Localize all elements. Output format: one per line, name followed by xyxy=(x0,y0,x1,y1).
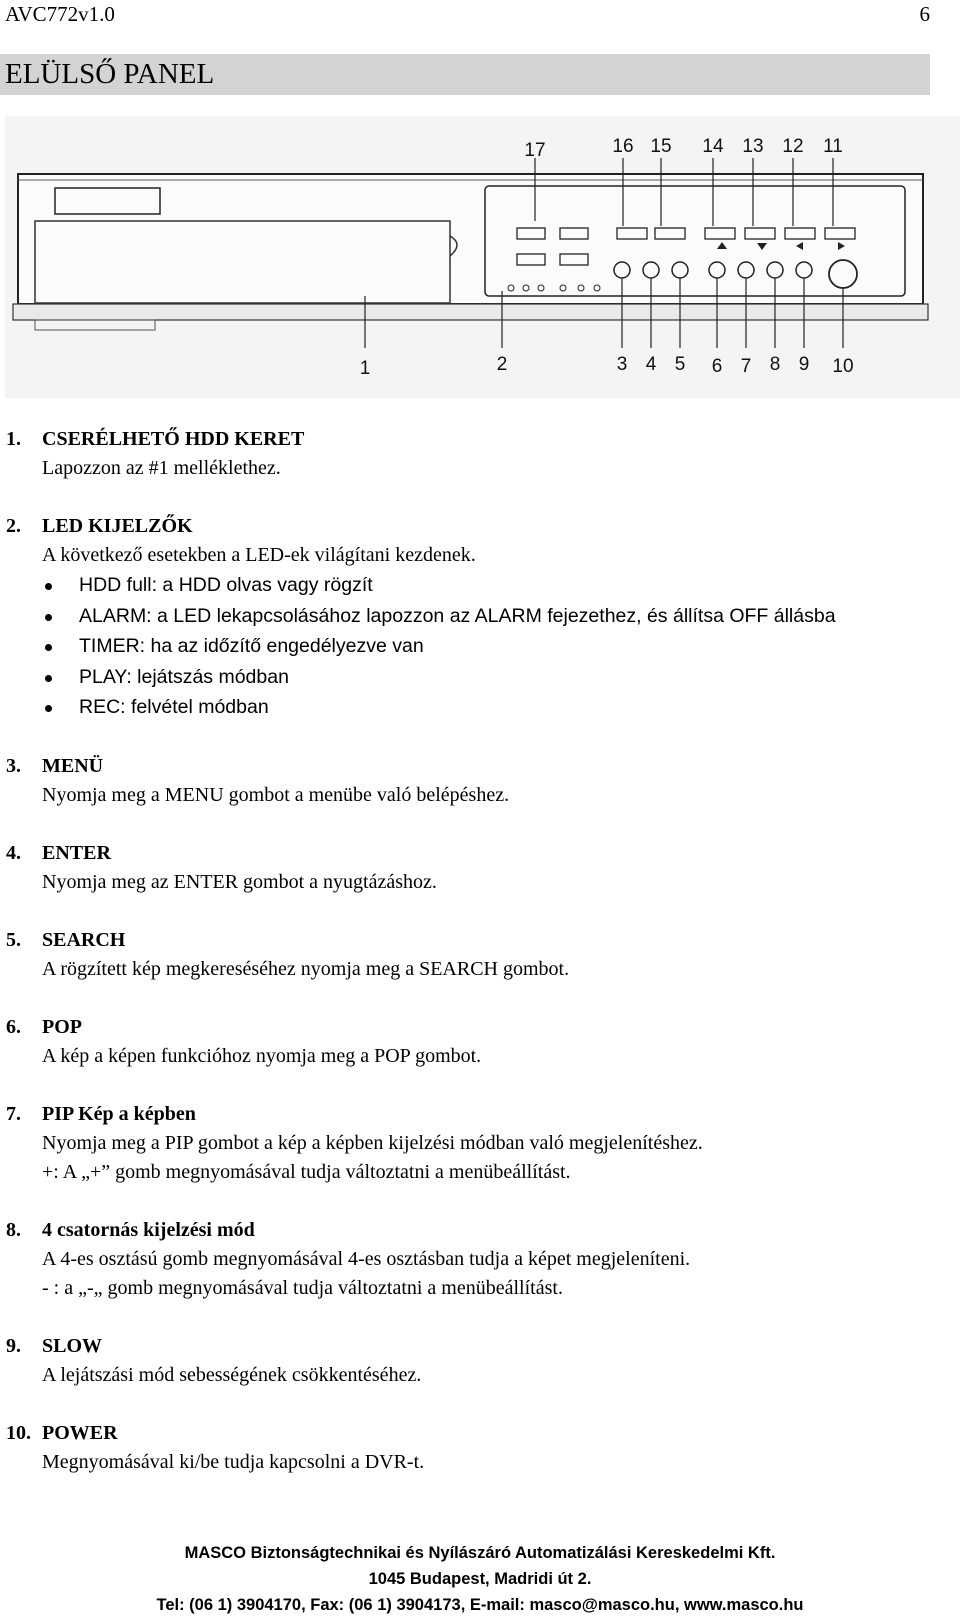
callout-3: 3 xyxy=(616,354,628,375)
section-title-bar xyxy=(0,54,930,95)
item-power xyxy=(0,1419,955,1477)
bullet-icon xyxy=(45,583,52,590)
document-id: AVC772v1.0 xyxy=(5,2,115,26)
item-heading: POWER xyxy=(42,1421,118,1444)
page-number: 6 xyxy=(919,2,930,26)
item-text: A kép a képen funkcióhoz nyomja meg a POP gombot. xyxy=(42,1044,482,1067)
item-text: +: A „+” gomb megnyomásával tudja változtatni a menübeállítást. xyxy=(42,1160,571,1183)
list-item xyxy=(0,692,955,723)
item-text: Nyomja meg a MENU gombot a menübe való belépéshez. xyxy=(42,783,510,806)
bullet-icon xyxy=(45,614,52,621)
item-text: A 4-es osztású gomb megnyomásával 4-es osztásban tudja a képet megjeleníteni. xyxy=(42,1247,691,1270)
item-text: Nyomja meg az ENTER gombot a nyugtázáshoz. xyxy=(42,870,437,893)
callout-12: 12 xyxy=(782,136,804,157)
item-heading: SLOW xyxy=(42,1334,103,1357)
item-number: 7. xyxy=(6,1102,21,1125)
item-heading: LED KIJELZŐK xyxy=(42,515,193,537)
bullet-icon xyxy=(45,705,52,712)
callout-2: 2 xyxy=(496,354,508,375)
item-text: Nyomja meg a PIP gombot a kép a képben kijelzési módban való megjelenítéshez. xyxy=(42,1131,703,1154)
dvr-base xyxy=(13,304,928,320)
led-bullet-list xyxy=(0,570,955,723)
item-heading: POP xyxy=(42,1015,82,1038)
callout-13: 13 xyxy=(742,136,764,157)
callout-16: 16 xyxy=(612,136,634,157)
callout-7: 7 xyxy=(740,356,752,377)
list-item xyxy=(0,570,955,601)
bullet-text: REC: felvétel módban xyxy=(79,696,269,718)
callout-11: 11 xyxy=(823,136,843,157)
callout-1: 1 xyxy=(359,358,371,379)
item-number: 8. xyxy=(6,1218,21,1241)
item-heading: ENTER xyxy=(42,841,111,864)
item-number: 9. xyxy=(6,1334,21,1357)
callout-9: 9 xyxy=(798,354,810,375)
footer-address: 1045 Budapest, Madridi út 2. xyxy=(368,1570,592,1588)
item-heading: SEARCH xyxy=(42,928,126,951)
bullet-text: PLAY: lejátszás módban xyxy=(79,665,289,688)
item-text: - : a „-„ gomb megnyomásával tudja változtatni a menübeállítást. xyxy=(42,1276,563,1299)
item-menu xyxy=(0,752,955,810)
list-item xyxy=(0,662,955,693)
bullet-icon xyxy=(45,675,52,682)
page-footer xyxy=(0,1540,960,1618)
callout-4: 4 xyxy=(645,354,657,375)
bullet-text: ALARM: a LED lekapcsolásához lapozzon az ALARM fejezethez, és állítsa OFF állásba xyxy=(79,604,836,627)
item-heading: MENÜ xyxy=(42,754,104,777)
item-number: 2. xyxy=(6,515,21,537)
item-heading: PIP Kép a képben xyxy=(42,1102,196,1125)
item-pip xyxy=(0,1100,955,1187)
callout-6: 6 xyxy=(711,356,723,377)
item-number: 6. xyxy=(6,1015,21,1038)
callout-15: 15 xyxy=(650,136,672,157)
footer-contact: Tel: (06 1) 3904170, Fax: (06 1) 3904173, E-mail: masco@masco.hu, www.masco.hu xyxy=(156,1596,804,1614)
item-heading: CSERÉLHETŐ HDD KERET xyxy=(42,428,305,450)
callout-5: 5 xyxy=(674,354,686,375)
item-heading: 4 csatornás kijelzési mód xyxy=(42,1218,255,1241)
front-panel-diagram xyxy=(5,116,960,398)
item-number: 3. xyxy=(6,754,21,777)
item-number: 5. xyxy=(6,928,21,951)
item-text: A rögzített kép megkereséséhez nyomja meg a SEARCH gombot. xyxy=(42,957,570,980)
item-text: Megnyomásával ki/be tudja kapcsolni a DVR-t. xyxy=(42,1450,425,1473)
list-item xyxy=(0,601,955,632)
item-quad-display xyxy=(0,1216,955,1303)
bullet-icon xyxy=(45,644,52,651)
bullet-text: TIMER: ha az időzítő engedélyezve van xyxy=(79,635,424,657)
item-number: 4. xyxy=(6,841,21,864)
item-slow xyxy=(0,1332,955,1390)
item-pop xyxy=(0,1013,955,1071)
item-text: Lapozzon az #1 melléklethez. xyxy=(42,457,281,479)
callout-8: 8 xyxy=(769,354,781,375)
callout-10: 10 xyxy=(832,356,854,377)
callout-17: 17 xyxy=(524,140,546,161)
callout-14: 14 xyxy=(702,136,724,157)
item-led-display xyxy=(0,512,955,723)
item-list xyxy=(0,425,955,1506)
item-number: 1. xyxy=(6,428,21,450)
footer-company: MASCO Biztonságtechnikai és Nyílászáró Automatizálási Kereskedelmi Kft. xyxy=(184,1544,776,1562)
item-search xyxy=(0,926,955,984)
list-item xyxy=(0,631,955,662)
section-title: ELÜLSŐ PANEL xyxy=(5,58,215,90)
item-text: A lejátszási mód sebességének csökkentéséhez. xyxy=(42,1363,422,1386)
bullet-text: HDD full: a HDD olvas vagy rögzít xyxy=(79,574,373,596)
item-enter xyxy=(0,839,955,897)
item-hdd-tray xyxy=(0,425,955,483)
item-number: 10. xyxy=(6,1421,31,1444)
item-text: A következő esetekben a LED-ek világítani kezdenek. xyxy=(42,544,476,566)
